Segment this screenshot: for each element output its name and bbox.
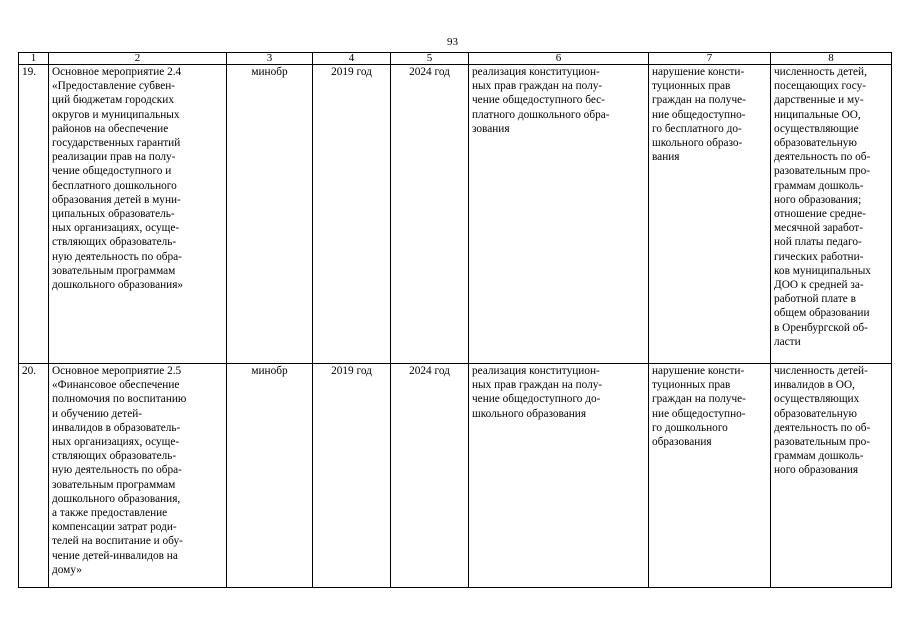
program-table <box>18 52 892 588</box>
header-col-7: 7 <box>649 53 771 65</box>
start-year-cell: 2019 год <box>313 65 391 364</box>
row-number: 19. <box>19 65 49 364</box>
table-row <box>19 65 892 364</box>
header-col-1: 1 <box>19 53 49 65</box>
header-col-2: 2 <box>49 53 227 65</box>
header-col-3: 3 <box>227 53 313 65</box>
result-cell: реализация конституцион- ных прав граждан на полу- чение общедоступного бес- платного дошкольного обра- зования <box>469 65 649 364</box>
result-cell: реализация конституцион- ных прав граждан на полу- чение общедоступного до- школьного образования <box>469 364 649 588</box>
header-col-4: 4 <box>313 53 391 65</box>
table-row <box>19 364 892 588</box>
executor-cell: минобр <box>227 65 313 364</box>
end-year-cell: 2024 год <box>391 65 469 364</box>
header-col-5: 5 <box>391 53 469 65</box>
header-row <box>19 53 892 65</box>
measure-cell: Основное мероприятие 2.5 «Финансовое обеспечение полномочия по воспитанию и обучению детей- инвалидов в образователь- ных организациях, осуще- ствляющих образователь- ную деятельность по обра- зовательным программам дошкольного образования, а также предоставление компенсации затрат роди- телей на воспитание и обу- чение детей-инвалидов на дому» <box>49 364 227 588</box>
page-number: 93 <box>447 36 458 48</box>
start-year-cell: 2019 год <box>313 364 391 588</box>
row-number: 20. <box>19 364 49 588</box>
executor-cell: минобр <box>227 364 313 588</box>
consequence-cell: нарушение консти- туционных прав граждан на получе- ние общедоступно- го дошкольного образования <box>649 364 771 588</box>
indicator-cell: численность детей, посещающих госу- дарственные и му- ниципальные ОО, осуществляющие образовательную деятельность по об- разовательным про- граммам дошколь- ного образования; отношение средне- месячной заработ- ной платы педаго- гических работни- ков муниципальных ДОО к средней за- работной плате в общем образовании в Оренбургской об- ласти <box>771 65 892 364</box>
header-col-6: 6 <box>469 53 649 65</box>
consequence-cell: нарушение консти- туционных прав граждан на получе- ние общедоступно- го бесплатного до- школьного образо- вания <box>649 65 771 364</box>
end-year-cell: 2024 год <box>391 364 469 588</box>
measure-cell: Основное мероприятие 2.4 «Предоставление субвен- ций бюджетам городских округов и муниципальных районов на обеспечение государственных гарантий реализации прав на полу- чение общедоступного и бесплатного дошкольного образования детей в муни- ципальных образователь- ных организациях, осуще- ствляющих образователь- ную деятельность по обра- зовательным программам дошкольного образования» <box>49 65 227 364</box>
indicator-cell: численность детей- инвалидов в ОО, осуществляющих образовательную деятельность по об- разовательным про- граммам дошколь- ного образования <box>771 364 892 588</box>
header-col-8: 8 <box>771 53 892 65</box>
